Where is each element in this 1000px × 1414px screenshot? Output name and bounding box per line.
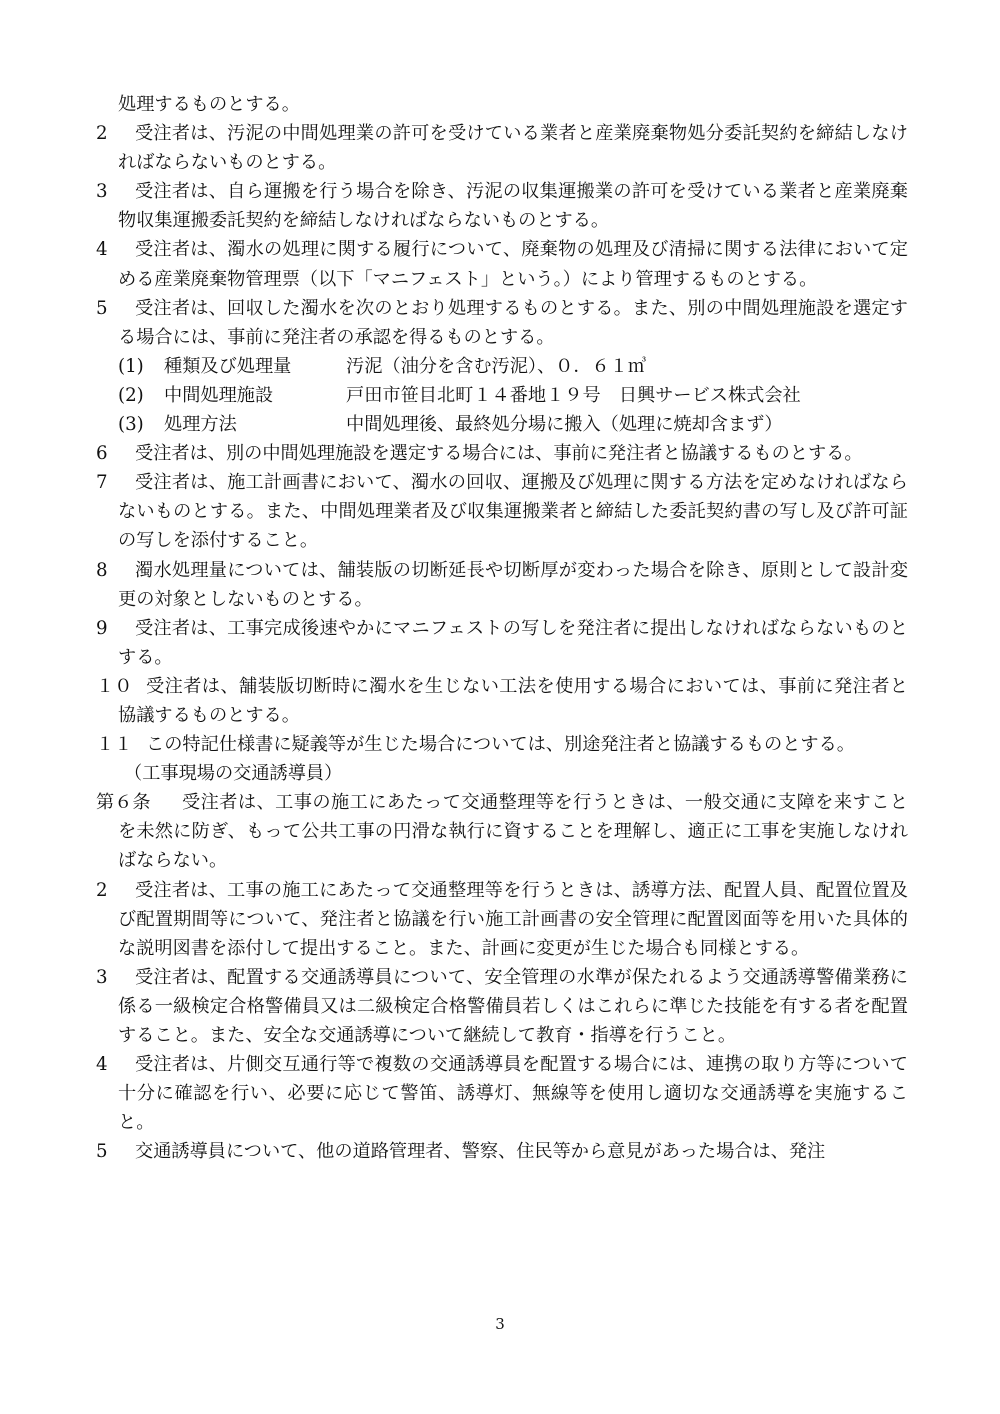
sub-item-label: 種類及び処理量	[164, 355, 292, 377]
clause-text: 受注者は、濁水の処理に関する履行について、廃棄物の処理及び清掃に関する法律において定める産業廃棄物管理票（以下「マニフェスト」という。）により管理するものとする。	[118, 239, 908, 290]
clause-number: 3	[96, 181, 108, 203]
article-6-clause-4	[96, 1050, 908, 1137]
sub-item-number: (3)	[118, 414, 144, 436]
sub-item-number: (1)	[118, 355, 144, 377]
section-heading: （工事現場の交通誘導員）	[124, 763, 343, 785]
sub-item-value: 中間処理後、最終処分場に搬入（処理に焼却含まず）	[346, 414, 783, 436]
sub-item-1	[96, 352, 908, 381]
sub-item-label: 処理方法	[164, 414, 237, 436]
clause-2	[96, 119, 908, 177]
clause-number: 5	[96, 1141, 108, 1163]
clause-number: 4	[96, 1054, 108, 1076]
article-6-clause-3	[96, 963, 908, 1050]
clause-number: 8	[96, 559, 108, 581]
clause-text: 受注者は、別の中間処理施設を選定する場合には、事前に発注者と協議するものとする。	[135, 443, 863, 465]
clause-10	[96, 672, 908, 730]
clause-number: 3	[96, 966, 108, 988]
sub-item-label: 中間処理施設	[164, 384, 274, 406]
clause-3	[96, 177, 908, 235]
clause-number: 9	[96, 617, 108, 639]
article-6	[96, 788, 908, 875]
clause-5	[96, 294, 908, 352]
clause-number: 7	[96, 472, 108, 494]
clause-number: 2	[96, 123, 108, 145]
article-6-clause-5	[96, 1137, 908, 1166]
clause-text: 受注者は、工事の施工にあたって交通整理等を行うときは、誘導方法、配置人員、配置位置及び配置期間等について、発注者と協議を行い施工計画書の安全管理に配置図面等を用いた具体的な説明図書を添付して提出すること。また、計画に変更が生じた場合も同様とする。	[118, 879, 908, 959]
clause-text: 受注者は、施工計画書において、濁水の回収、運搬及び処理に関する方法を定めなければならないものとする。また、中間処理業者及び収集運搬業者と締結した委託契約書の写し及び許可証の写しを添付すること。	[118, 472, 908, 552]
clause-8	[96, 556, 908, 614]
paragraph-continuation	[96, 90, 908, 119]
clause-text: 受注者は、舗装版切断時に濁水を生じない工法を使用する場合においては、事前に発注者と協議するものとする。	[118, 675, 908, 726]
clause-number: 6	[96, 443, 108, 465]
sub-item-value: 汚泥（油分を含む汚泥）、０．６１㎥	[346, 355, 647, 377]
clause-number: １１	[96, 734, 133, 756]
clause-number: １０	[96, 675, 133, 697]
clause-6	[96, 439, 908, 468]
clause-text: 濁水処理量については、舗装版の切断延長や切断厚が変わった場合を除き、原則として設計変更の対象としないものとする。	[118, 559, 908, 610]
document-body	[96, 90, 908, 1166]
clause-text: 受注者は、回収した濁水を次のとおり処理するものとする。また、別の中間処理施設を選定する場合には、事前に発注者の承認を得るものとする。	[118, 297, 908, 348]
paragraph-text: 処理するものとする。	[118, 94, 300, 115]
clause-text: 受注者は、片側交互通行等で複数の交通誘導員を配置する場合には、連携の取り方等について十分に確認を行い、必要に応じて警笛、誘導灯、無線等を使用し適切な交通誘導を実施すること。	[118, 1054, 908, 1134]
article-number: 第６条	[96, 792, 151, 814]
clause-7	[96, 468, 908, 555]
article-text: 受注者は、工事の施工にあたって交通整理等を行うときは、一般交通に支障を来すことを未然に防ぎ、もって公共工事の円滑な執行に資することを理解し、適正に工事を実施しなければならない。	[118, 792, 908, 872]
clause-4	[96, 235, 908, 293]
clause-text: 受注者は、自ら運搬を行う場合を除き、汚泥の収集運搬業の許可を受けている業者と産業廃棄物収集運搬委託契約を締結しなければならないものとする。	[118, 181, 908, 232]
clause-9	[96, 614, 908, 672]
clause-text: 交通誘導員について、他の道路管理者、警察、住民等から意見があった場合は、発注	[135, 1141, 826, 1163]
page-number: 3	[495, 1315, 505, 1333]
clause-text: 受注者は、工事完成後速やかにマニフェストの写しを発注者に提出しなければならないものとする。	[118, 617, 908, 668]
clause-11	[96, 730, 908, 759]
sub-item-2	[96, 381, 908, 410]
clause-text: この特記仕様書に疑義等が生じた場合については、別途発注者と協議するものとする。	[146, 734, 855, 756]
clause-text: 受注者は、汚泥の中間処理業の許可を受けている業者と産業廃棄物処分委託契約を締結しなければならないものとする。	[118, 123, 908, 174]
sub-item-number: (2)	[118, 384, 144, 406]
clause-number: 4	[96, 239, 108, 261]
article-6-clause-2	[96, 876, 908, 963]
sub-item-3	[96, 410, 908, 439]
clause-number: 5	[96, 297, 108, 319]
clause-text: 受注者は、配置する交通誘導員について、安全管理の水準が保たれるよう交通誘導警備業務に係る一級検定合格警備員又は二級検定合格警備員若しくはこれらに準じた技能を有する者を配置すること。また、安全な交通誘導について継続して教育・指導を行うこと。	[118, 966, 908, 1046]
sub-item-value: 戸田市笹目北町１４番地１９号 日興サービス株式会社	[346, 384, 801, 406]
clause-number: 2	[96, 879, 108, 901]
